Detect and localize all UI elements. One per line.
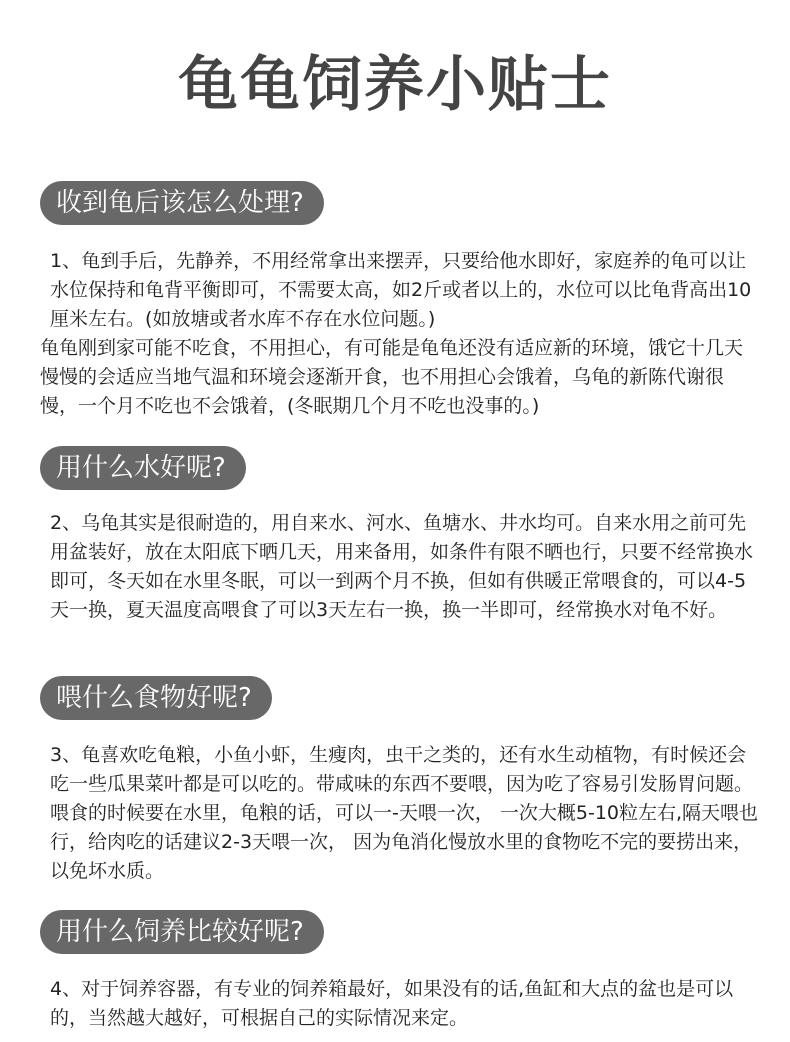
paragraph-container-1: 4、对于饲养容器，有专业的饲养箱最好，如果没有的话,鱼缸和大点的盆也是可以的，当然越大越好，可根据自己的实际情况来定。 xyxy=(50,978,734,1029)
paragraph-food-1: 3、龟喜欢吃龟粮，小鱼小虾，生瘦肉，虫干之类的，还有水生动植物，有时候还会吃一些瓜果菜叶都是可以吃的。带咸味的东西不要喂，因为吃了容易引发肠胃问题。喂食的时候要在水里，龟粮的话，可以一-天喂一次， 一次大概5-10粒左右,隔天喂也行，给肉吃的话建议2-3天喂一次， 因为龟消化慢放水里的食物吃不完的要捞出来，以免坏水质。 xyxy=(50,744,759,882)
section-heading-container: 用什么饲养比较好呢? xyxy=(40,910,324,954)
section-body-food xyxy=(40,741,760,886)
page-title: 龟龟饲养小贴士 xyxy=(178,50,612,120)
section-body-container xyxy=(40,975,760,1033)
section-heading-handling: 收到龟后该怎么处理? xyxy=(40,181,324,225)
section-heading-food: 喂什么食物好呢? xyxy=(40,676,272,720)
paragraph-water-1: 2、乌龟其实是很耐造的，用自来水、河水、鱼塘水、井水均可。自来水用之前可先用盆装好，放在太阳底下晒几天，用来备用，如条件有限不晒也行，只要不经常换水即可，冬天如在水里冬眠，可以一到两个月不换，但如有供暖正常喂食的，可以4-5天一换，夏天温度高喂食了可以3天左右一换，换一半即可，经常换水对龟不好。 xyxy=(50,512,754,621)
paragraph-handling-2: 龟龟刚到家可能不吃食，不用担心，有可能是龟龟还没有适应新的环境，饿它十几天慢慢的会适应当地气温和环境会逐渐开食，也不用担心会饿着，乌龟的新陈代谢很慢，一个月不吃也不会饿着，(冬眠期几个月不吃也没事的。) xyxy=(40,337,744,417)
section-heading-water: 用什么水好呢? xyxy=(40,446,246,490)
section-body-water xyxy=(40,509,760,625)
section-body-handling xyxy=(40,247,760,421)
paragraph-handling-1: 1、龟到手后，先静养，不用经常拿出来摆弄，只要给他水即好，家庭养的龟可以让水位保持和龟背平衡即可，不需要太高，如2斤或者以上的，水位可以比龟背高出10厘米左右。(如放塘或者水库不存在水位问题。) xyxy=(50,250,752,330)
